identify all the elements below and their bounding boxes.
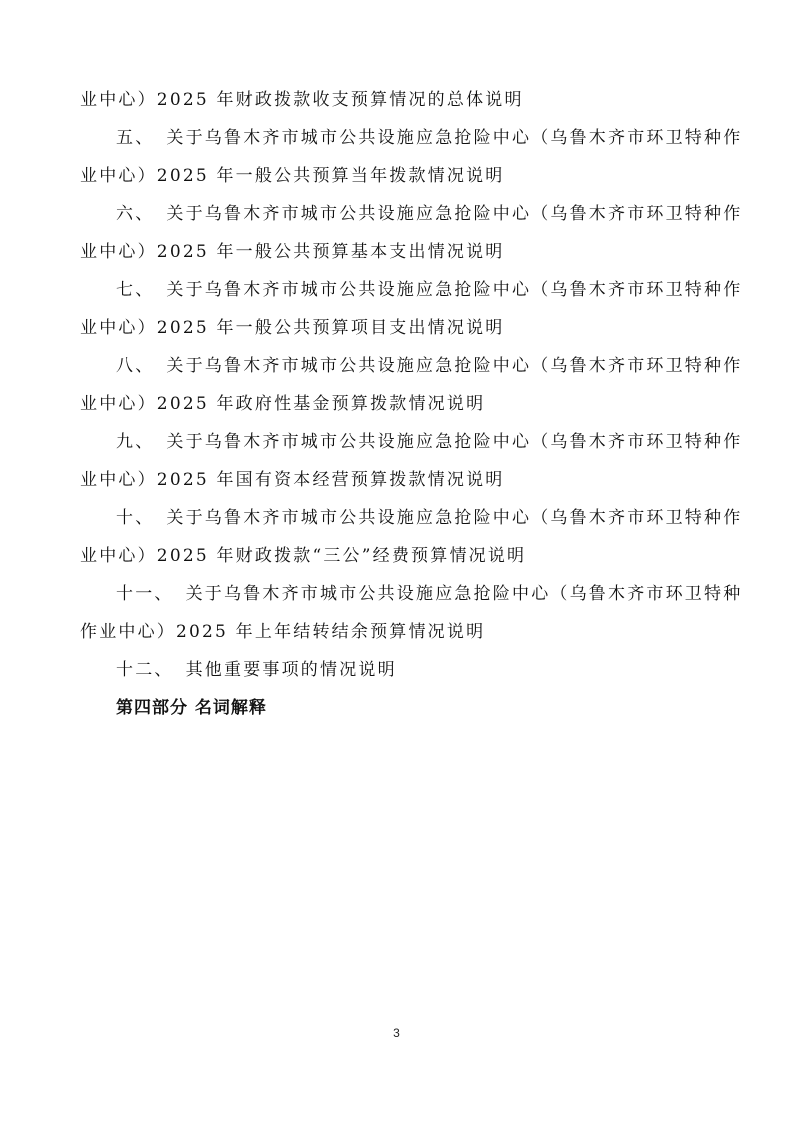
toc-text: 关于乌鲁木齐市城市公共设施应急抢险中心（乌鲁木齐市环卫特种作 [166, 280, 743, 300]
toc-text: 关于乌鲁木齐市城市公共设施应急抢险中心（乌鲁木齐市环卫特种 [185, 584, 743, 604]
toc-item-8 [80, 352, 743, 390]
toc-text: 关于乌鲁木齐市城市公共设施应急抢险中心（乌鲁木齐市环卫特种作 [166, 356, 743, 376]
toc-line-continuation [80, 466, 720, 504]
toc-line-continuation [80, 238, 720, 276]
toc-item-11 [80, 580, 743, 618]
toc-text: 业中心）2025 年国有资本经营预算拨款情况说明 [80, 470, 505, 490]
toc-item-12 [80, 656, 720, 694]
toc-item-10 [80, 504, 743, 542]
toc-number: 十二、 [116, 660, 174, 680]
page-number: 3 [393, 1026, 400, 1040]
toc-line-continuation [80, 86, 720, 124]
toc-line-continuation [80, 542, 720, 580]
toc-line-continuation [80, 390, 720, 428]
toc-line-continuation [80, 618, 720, 656]
toc-item-9 [80, 428, 743, 466]
toc-text: 业中心）2025 年财政拨款收支预算情况的总体说明 [80, 90, 524, 110]
toc-text: 关于乌鲁木齐市城市公共设施应急抢险中心（乌鲁木齐市环卫特种作 [166, 432, 743, 452]
toc-number: 十一、 [116, 584, 174, 604]
toc-line-continuation [80, 162, 720, 200]
toc-text: 业中心）2025 年一般公共预算当年拨款情况说明 [80, 166, 505, 186]
toc-text: 作业中心）2025 年上年结转结余预算情况说明 [80, 622, 486, 642]
toc-item-7 [80, 276, 743, 314]
toc-text: 业中心）2025 年一般公共预算项目支出情况说明 [80, 318, 505, 338]
toc-content [80, 86, 743, 732]
toc-number: 五、 [116, 128, 155, 148]
toc-item-6 [80, 200, 743, 238]
toc-line-continuation [80, 314, 720, 352]
toc-item-5 [80, 124, 743, 162]
section-heading: 第四部分 名词解释 [116, 698, 267, 718]
toc-number: 七、 [116, 280, 155, 300]
toc-text: 业中心）2025 年政府性基金预算拨款情况说明 [80, 394, 486, 414]
toc-number: 九、 [116, 432, 155, 452]
toc-text: 关于乌鲁木齐市城市公共设施应急抢险中心（乌鲁木齐市环卫特种作 [166, 204, 743, 224]
toc-text: 关于乌鲁木齐市城市公共设施应急抢险中心（乌鲁木齐市环卫特种作 [166, 128, 743, 148]
toc-text: 其他重要事项的情况说明 [185, 660, 397, 680]
toc-text: 业中心）2025 年财政拨款“三公”经费预算情况说明 [80, 546, 527, 566]
toc-text: 关于乌鲁木齐市城市公共设施应急抢险中心（乌鲁木齐市环卫特种作 [166, 508, 743, 528]
toc-number: 八、 [116, 356, 155, 376]
toc-text: 业中心）2025 年一般公共预算基本支出情况说明 [80, 242, 505, 262]
toc-number: 六、 [116, 204, 155, 224]
toc-number: 十、 [116, 508, 155, 528]
